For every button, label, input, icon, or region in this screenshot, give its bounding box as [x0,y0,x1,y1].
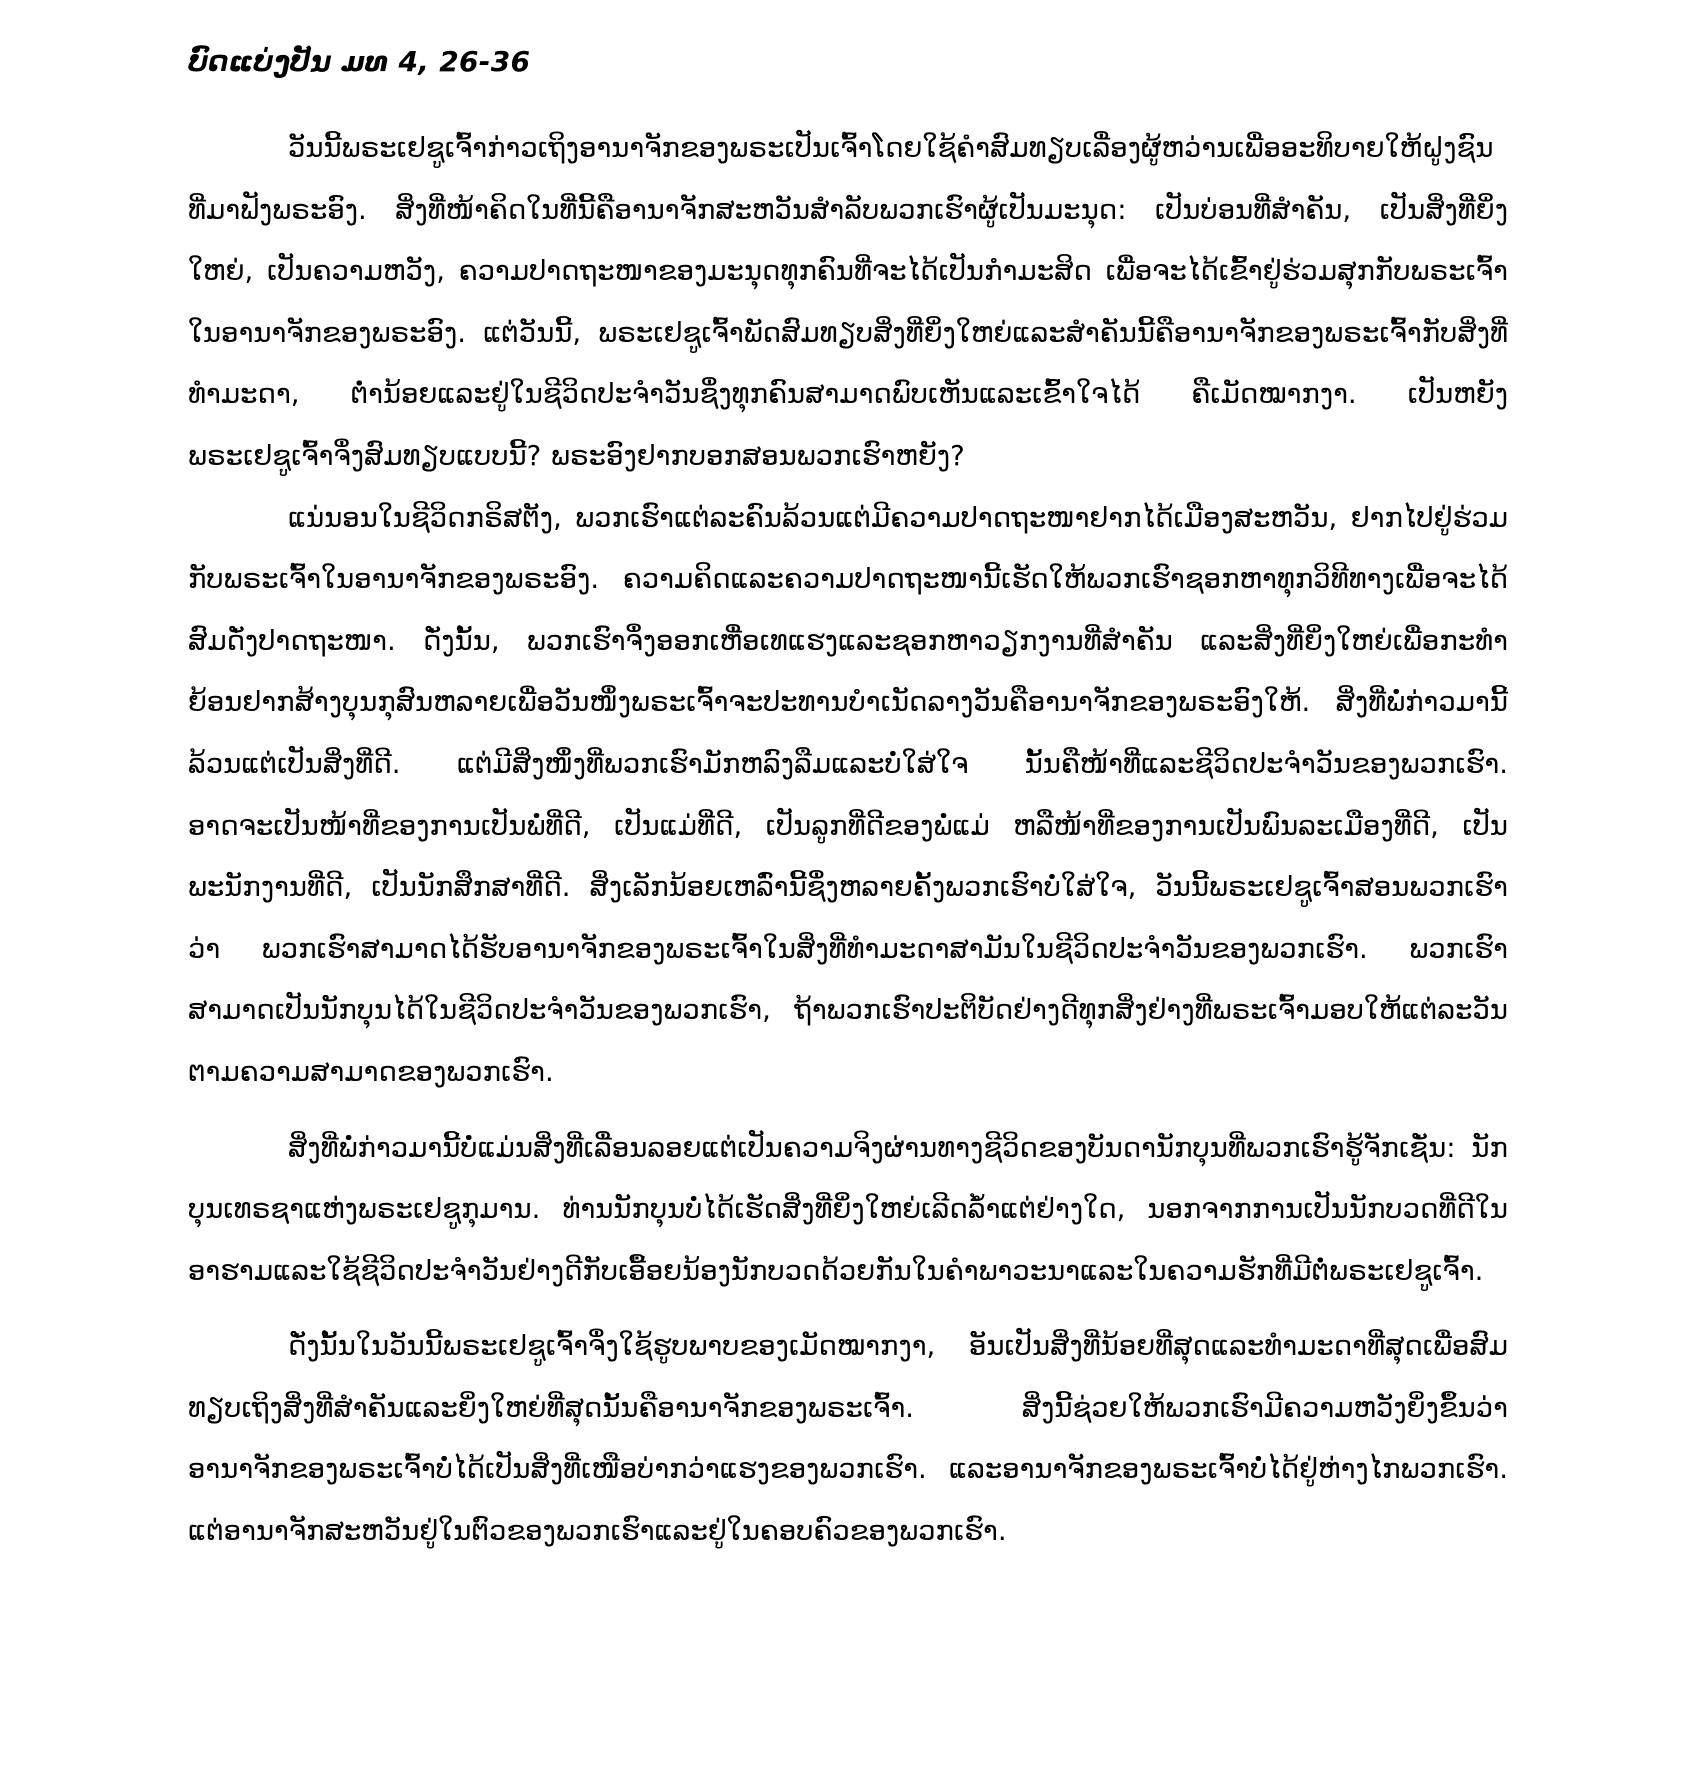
paragraph-1: ວັນນີ້ພຣະເຢຊູເຈົ້າກ່າວເຖິງອານາຈັກຂອງພຣະເປັນເຈົ້າໂດຍໃຊ້ຄຳສົມທຽບເລື່ອງຜູ້ຫວ່ານເພື່ອອະທິບາຍໃຫ້ຝູງຊົນທີ່ມາຟັງພຣະອົງ. ສິ່ງທີ່ໜ້າຄິດໃນທີ່ນີ້ຄືອານາຈັກສະຫວັນສຳລັບພວກເຮົາຜູ້ເປັນມະນຸດ: ເປັນບ່ອນທີ່ສຳຄັນ, ເປັນສິ່ງທີ່ຍິ່ງໃຫຍ່, ເປັນຄວາມຫວັງ, ຄວາມປາດຖະໜາຂອງມະນຸດທຸກຄົນທີ່ຈະໄດ້ເປັນກຳມະສິດ ເພື່ອຈະໄດ້ເຂົ້າຢູ່ຮ່ວມສຸກກັບພຣະເຈົ້າໃນອານາຈັກຂອງພຣະອົງ. ແຕ່ວັນນີ້, ພຣະເຢຊູເຈົ້າພັດສົມທຽບສິ່ງທີ່ຍິ່ງໃຫຍ່ແລະສຳຄັນນີ້ຄືອານາຈັກຂອງພຣະເຈົ້າກັບສິ່ງທີ່ທຳມະດາ, ຕ່ຳນ້ອຍແລະຢູ່ໃນຊີວິດປະຈຳວັນຊຶ່ງທຸກຄົນສາມາດພົບເຫັນແລະເຂົ້າໃຈໄດ້ ຄືເມັດໝາກງາ. ເປັນຫຍັງພຣະເຢຊູເຈົ້າຈຶ່ງສົມທຽບແບບນີ້? ພຣະອົງຢາກບອກສອນພວກເຮົາຫຍັງ? [188,132,1508,472]
paragraph-2: ແນ່ນອນໃນຊີວິດກຣິສຕັງ, ພວກເຮົາແຕ່ລະຄົນລ້ວນແຕ່ມີຄວາມປາດຖະໜາຢາກໄດ້ເມືອງສະຫວັນ, ຢາກໄປຢູ່ຮ່ວມກັບພຣະເຈົ້າໃນອານາຈັກຂອງພຣະອົງ. ຄວາມຄິດແລະຄວາມປາດຖະໜານີ້ເຮັດໃຫ້ພວກເຮົາຊອກຫາທຸກວິທີທາງເພື່ອຈະໄດ້ສົມດັ່ງປາດຖະໜາ. ດັ່ງນັ້ນ, ພວກເຮົາຈຶ່ງອອກເຫື່ອເທແຮງແລະຊອກຫາວຽກງານທີ່ສຳຄັນ ແລະສິ່ງທີ່ຍິ່ງໃຫຍ່ເພື່ອກະທຳຍ້ອນຢາກສ້າງບຸນກຸສົນຫລາຍເພື່ອວັນໜຶ່ງພຣະເຈົ້າຈະປະທານບຳເນັດລາງວັນຄືອານາຈັກຂອງພຣະອົງໃຫ້. ສິ່ງທີ່ພໍ່ກ່າວມານີ້ລ້ວນແຕ່ເປັນສິ່ງທີ່ດີ. ແຕ່ມີສິ່ງໜຶ່ງທີ່ພວກເຮົາມັກຫລົງລືມແລະບໍ່ໃສ່ໃຈ ນັ້ນຄືໜ້າທີ່ແລະຊີວິດປະຈຳວັນຂອງພວກເຮົາ. ອາດຈະເປັນໜ້າທີ່ຂອງການເປັນພໍ່ທີ່ດີ, ເປັນແມ່ທີ່ດີ, ເປັນລູກທີ່ດີຂອງພໍ່ແມ່ ຫລືໜ້າທີ່ຂອງການເປັນພົນລະເມືອງທີ່ດີ, ເປັນພະນັກງານທີ່ດີ, ເປັນນັກສຶກສາທີ່ດີ. ສິ່ງເລັກນ້ອຍເຫລົ່ານີ້ຊຶ່ງຫລາຍຄັ້ງພວກເຮົາບໍ່ໃສ່ໃຈ, ວັນນີ້ພຣະເຢຊູເຈົ້າສອນພວກເຮົາວ່າ ພວກເຮົາສາມາດໄດ້ຮັບອານາຈັກຂອງພຣະເຈົ້າໃນສິ່ງທີ່ທຳມະດາສາມັນໃນຊີວິດປະຈຳວັນຂອງພວກເຮົາ. ພວກເຮົາສາມາດເປັນນັກບຸນໄດ້ໃນຊີວິດປະຈຳວັນຂອງພວກເຮົາ, ຖ້າພວກເຮົາປະຕິບັດຢ່າງດີທຸກສິ່ງຢ່າງທີ່ພຣະເຈົ້າມອບໃຫ້ແຕ່ລະວັນຕາມຄວາມສາມາດຂອງພວກເຮົາ. [188,501,1508,1088]
paragraph-4: ດັ່ງນັ້ນໃນວັນນີ້ພຣະເຢຊູເຈົ້າຈຶ່ງໃຊ້ຮູບພາບຂອງເມັດໝາກງາ, ອັນເປັນສິ່ງທີ່ນ້ອຍທີ່ສຸດແລະທຳມະດາທີ່ສຸດເພື່ອສົມທຽບເຖິງສິ່ງທີ່ສຳຄັນແລະຍິ່ງໃຫຍ່ທີ່ສຸດນັ້ນຄືອານາຈັກຂອງພຣະເຈົ້າ. ສິ່ງນີ້ຊ່ວຍໃຫ້ພວກເຮົາມີຄວາມຫວັງຍິ່ງຂຶ້ນວ່າອານາຈັກຂອງພຣະເຈົ້າບໍ່ໄດ້ເປັນສິ່ງທີ່ເໜືອບ່າກວ່າແຮງຂອງພວກເຮົາ. ແລະອານາຈັກຂອງພຣະເຈົ້າບໍ່ໄດ້ຢູ່ຫ່າງໄກພວກເຮົາ. ແຕ່ອານາຈັກສະຫວັນຢູ່ໃນຕົວຂອງພວກເຮົາແລະຢູ່ໃນຄອບຄົວຂອງພວກເຮົາ. [188,1330,1508,1548]
document-body [188,118,1508,1563]
document-title: ບົດແບ່ງປັນ ມທ 4, 26-36 [188,45,531,78]
paragraph-3: ສິ່ງທີ່ພໍ່ກ່າວມານີ້ບໍ່ແມ່ນສິ່ງທີ່ເລື່ອນລອຍແຕ່ເປັນຄວາມຈິງຜ່ານທາງຊີວິດຂອງບັນດານັກບຸນທີ່ພວກເຮົາຮູ້ຈັກເຊັ່ນ: ນັກບຸນເທຣຊາແຫ່ງພຣະເຢຊູກຸມານ. ທ່ານນັກບຸນບໍ່ໄດ້ເຮັດສິ່ງທີ່ຍິ່ງໃຫຍ່ເລີດລ້ຳແຕ່ຢ່າງໃດ, ນອກຈາກການເປັນນັກບວດທີ່ດີໃນອາຮາມແລະໃຊ້ຊີວິດປະຈຳວັນຢ່າງດີກັບເອື້ອຍນ້ອງນັກບວດດ້ວຍກັນໃນຄຳພາວະນາແລະໃນຄວາມຮັກທີ່ມີຕໍ່ພຣະເຢຊູເຈົ້າ. [188,1131,1508,1287]
